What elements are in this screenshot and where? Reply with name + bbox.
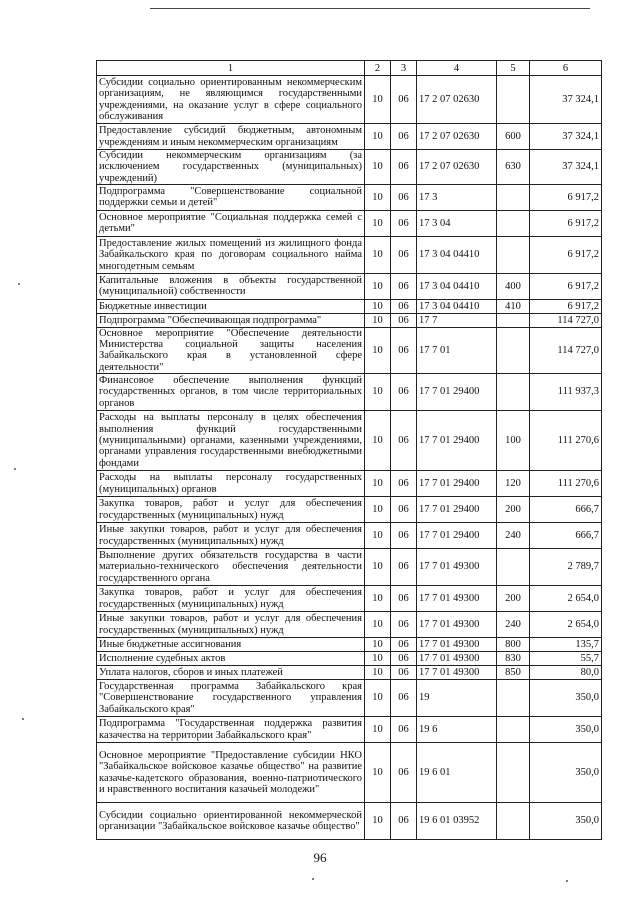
table-row: [97, 652, 602, 666]
amount: 2 789,7: [530, 549, 602, 586]
table-row: [97, 411, 602, 471]
expense-type-code: 240: [497, 612, 530, 638]
section-code: 10: [365, 210, 391, 236]
subsection-code: 06: [391, 210, 417, 236]
expense-type-code: [497, 680, 530, 717]
target-article-code: 17 7 01: [417, 327, 497, 373]
amount: 111 270,6: [530, 411, 602, 471]
amount: 80,0: [530, 666, 602, 680]
target-article-code: 17 7 01 29400: [417, 374, 497, 411]
section-code: 10: [365, 236, 391, 273]
amount: 350,0: [530, 680, 602, 717]
expense-type-code: [497, 717, 530, 743]
expense-type-code: [497, 184, 530, 210]
section-code: 10: [365, 150, 391, 185]
target-article-code: 19 6: [417, 717, 497, 743]
subsection-code: 06: [391, 666, 417, 680]
subsection-code: 06: [391, 236, 417, 273]
column-header: 1: [97, 61, 365, 76]
expense-type-code: 400: [497, 273, 530, 299]
amount: 2 654,0: [530, 586, 602, 612]
expense-type-code: 410: [497, 299, 530, 313]
subsection-code: 06: [391, 184, 417, 210]
table-row: [97, 124, 602, 150]
table-row: [97, 497, 602, 523]
amount: 6 917,2: [530, 184, 602, 210]
column-header: 4: [417, 61, 497, 76]
amount: 6 917,2: [530, 299, 602, 313]
subsection-code: 06: [391, 374, 417, 411]
scan-speck: [18, 283, 20, 285]
subsection-code: 06: [391, 612, 417, 638]
table-row: [97, 184, 602, 210]
section-code: 10: [365, 549, 391, 586]
row-name: Субсидии социально ориентированным некоммерческим организациям, не являющимся государственными учреждениями, на оказание услуг в сфере социального обслуживания: [97, 76, 365, 124]
table-header-row: [97, 61, 602, 76]
row-name: Иные закупки товаров, работ и услуг для обеспечения государственных (муниципальных) нужд: [97, 612, 365, 638]
target-article-code: 17 7: [417, 313, 497, 327]
section-code: 10: [365, 313, 391, 327]
section-code: 10: [365, 743, 391, 803]
table-row: [97, 666, 602, 680]
section-code: 10: [365, 76, 391, 124]
row-name: Финансовое обеспечение выполнения функций государственных органов, в том числе территориальных органов: [97, 374, 365, 411]
table-row: [97, 586, 602, 612]
table-row: [97, 273, 602, 299]
subsection-code: 06: [391, 273, 417, 299]
section-code: 10: [365, 612, 391, 638]
row-name: Предоставление субсидий бюджетным, автономным учреждениям и иным некоммерческим организациям: [97, 124, 365, 150]
table-row: [97, 471, 602, 497]
row-name: Расходы на выплаты персоналу в целях обеспечения выполнения функций государственными (муниципальными) органами, казенными учреждениями, органами управления государственными внебюджетными фондами: [97, 411, 365, 471]
row-name: Подпрограмма "Обеспечивающая подпрограмма": [97, 313, 365, 327]
scan-speck: [566, 880, 568, 882]
section-code: 10: [365, 124, 391, 150]
expense-type-code: [497, 803, 530, 840]
subsection-code: 06: [391, 523, 417, 549]
section-code: 10: [365, 717, 391, 743]
row-name: Капитальные вложения в объекты государственной (муниципальной) собственности: [97, 273, 365, 299]
subsection-code: 06: [391, 652, 417, 666]
section-code: 10: [365, 666, 391, 680]
expense-type-code: 630: [497, 150, 530, 185]
subsection-code: 06: [391, 76, 417, 124]
row-name: Расходы на выплаты персоналу государственных (муниципальных) органов: [97, 471, 365, 497]
expense-type-code: 120: [497, 471, 530, 497]
column-header: 3: [391, 61, 417, 76]
row-name: Исполнение судебных актов: [97, 652, 365, 666]
section-code: 10: [365, 586, 391, 612]
section-code: 10: [365, 184, 391, 210]
amount: 350,0: [530, 717, 602, 743]
table-row: [97, 313, 602, 327]
table-row: [97, 549, 602, 586]
table-row: [97, 327, 602, 373]
subsection-code: 06: [391, 743, 417, 803]
subsection-code: 06: [391, 150, 417, 185]
amount: 111 937,3: [530, 374, 602, 411]
section-code: 10: [365, 497, 391, 523]
subsection-code: 06: [391, 471, 417, 497]
expense-type-code: [497, 76, 530, 124]
target-article-code: 17 7 01 29400: [417, 497, 497, 523]
top-edge-rule: [150, 8, 590, 9]
target-article-code: 17 7 01 49300: [417, 586, 497, 612]
amount: 114 727,0: [530, 313, 602, 327]
expense-type-code: 100: [497, 411, 530, 471]
table-row: [97, 76, 602, 124]
section-code: 10: [365, 680, 391, 717]
target-article-code: 19 6 01: [417, 743, 497, 803]
target-article-code: 17 7 01 29400: [417, 411, 497, 471]
target-article-code: 17 7 01 49300: [417, 666, 497, 680]
target-article-code: 17 3 04 04410: [417, 236, 497, 273]
amount: 2 654,0: [530, 612, 602, 638]
amount: 37 324,1: [530, 76, 602, 124]
subsection-code: 06: [391, 549, 417, 586]
table-row: [97, 236, 602, 273]
amount: 6 917,2: [530, 236, 602, 273]
target-article-code: 17 7 01 49300: [417, 612, 497, 638]
table-row: [97, 638, 602, 652]
table-row: [97, 612, 602, 638]
section-code: 10: [365, 299, 391, 313]
row-name: Основное мероприятие "Предоставление субсидии НКО "Забайкальское войсковое казачье общество" на развитие казачье-кадетского образования, военно-патриотического и нравственного воспитания казачьей молодежи": [97, 743, 365, 803]
section-code: 10: [365, 411, 391, 471]
table-row: [97, 150, 602, 185]
table-row: [97, 523, 602, 549]
target-article-code: 17 7 01 29400: [417, 471, 497, 497]
target-article-code: 17 2 07 02630: [417, 124, 497, 150]
subsection-code: 06: [391, 124, 417, 150]
row-name: Основное мероприятие "Обеспечение деятельности Министерства социальной защиты населения Забайкальского края в установленной сфере деятельности": [97, 327, 365, 373]
expense-type-code: [497, 236, 530, 273]
target-article-code: 17 2 07 02630: [417, 150, 497, 185]
section-code: 10: [365, 273, 391, 299]
column-header: 5: [497, 61, 530, 76]
section-code: 10: [365, 327, 391, 373]
target-article-code: 17 2 07 02630: [417, 76, 497, 124]
column-header: 2: [365, 61, 391, 76]
row-name: Подпрограмма "Совершенствование социальной поддержки семьи и детей": [97, 184, 365, 210]
row-name: Уплата налогов, сборов и иных платежей: [97, 666, 365, 680]
amount: 114 727,0: [530, 327, 602, 373]
amount: 6 917,2: [530, 273, 602, 299]
expense-type-code: [497, 327, 530, 373]
row-name: Закупка товаров, работ и услуг для обеспечения государственных (муниципальных) нужд: [97, 586, 365, 612]
page-number: 96: [313, 850, 327, 865]
section-code: 10: [365, 374, 391, 411]
amount: 350,0: [530, 743, 602, 803]
subsection-code: 06: [391, 680, 417, 717]
row-name: Предоставление жилых помещений из жилищного фонда Забайкальского края по договорам социального найма многодетным семьям: [97, 236, 365, 273]
column-header: 6: [530, 61, 602, 76]
amount: 55,7: [530, 652, 602, 666]
amount: 37 324,1: [530, 150, 602, 185]
row-name: Субсидии социально ориентированной некоммерческой организации "Забайкальское войсковое казачье общество": [97, 803, 365, 840]
table-row: [97, 299, 602, 313]
subsection-code: 06: [391, 299, 417, 313]
row-name: Иные бюджетные ассигнования: [97, 638, 365, 652]
expense-type-code: 600: [497, 124, 530, 150]
row-name: Выполнение других обязательств государства в части материально-технического обеспечения деятельности государственного органа: [97, 549, 365, 586]
subsection-code: 06: [391, 717, 417, 743]
section-code: 10: [365, 803, 391, 840]
expense-type-code: [497, 374, 530, 411]
target-article-code: 17 7 01 49300: [417, 652, 497, 666]
section-code: 10: [365, 471, 391, 497]
row-name: Основное мероприятие "Социальная поддержка семей с детьми": [97, 210, 365, 236]
row-name: Закупка товаров, работ и услуг для обеспечения государственных (муниципальных) нужд: [97, 497, 365, 523]
amount: 37 324,1: [530, 124, 602, 150]
expense-type-code: 850: [497, 666, 530, 680]
section-code: 10: [365, 523, 391, 549]
subsection-code: 06: [391, 638, 417, 652]
target-article-code: 17 3: [417, 184, 497, 210]
amount: 111 270,6: [530, 471, 602, 497]
expense-type-code: [497, 313, 530, 327]
table-row: [97, 717, 602, 743]
expense-type-code: 200: [497, 586, 530, 612]
table-row: [97, 374, 602, 411]
expense-type-code: 830: [497, 652, 530, 666]
row-name: Бюджетные инвестиции: [97, 299, 365, 313]
target-article-code: 17 7 01 49300: [417, 638, 497, 652]
budget-table: [96, 60, 602, 840]
row-name: Субсидии некоммерческим организациям (за исключением государственных (муниципальных) учреждений): [97, 150, 365, 185]
scan-speck: [14, 468, 16, 470]
table-row: [97, 680, 602, 717]
table-body: [97, 76, 602, 840]
target-article-code: 17 3 04 04410: [417, 273, 497, 299]
target-article-code: 19: [417, 680, 497, 717]
subsection-code: 06: [391, 327, 417, 373]
amount: 350,0: [530, 803, 602, 840]
subsection-code: 06: [391, 497, 417, 523]
expense-type-code: 240: [497, 523, 530, 549]
subsection-code: 06: [391, 586, 417, 612]
expense-type-code: [497, 743, 530, 803]
expense-type-code: [497, 549, 530, 586]
scan-speck: [312, 878, 314, 880]
expense-type-code: [497, 210, 530, 236]
expense-type-code: 200: [497, 497, 530, 523]
amount: 6 917,2: [530, 210, 602, 236]
target-article-code: 19 6 01 03952: [417, 803, 497, 840]
target-article-code: 17 7 01 29400: [417, 523, 497, 549]
section-code: 10: [365, 652, 391, 666]
amount: 666,7: [530, 497, 602, 523]
table-row: [97, 210, 602, 236]
row-name: Государственная программа Забайкальского края "Совершенствование государственного управления Забайкальского края": [97, 680, 365, 717]
table-row: [97, 743, 602, 803]
amount: 666,7: [530, 523, 602, 549]
subsection-code: 06: [391, 803, 417, 840]
amount: 135,7: [530, 638, 602, 652]
row-name: Иные закупки товаров, работ и услуг для обеспечения государственных (муниципальных) нужд: [97, 523, 365, 549]
target-article-code: 17 3 04 04410: [417, 299, 497, 313]
expense-type-code: 800: [497, 638, 530, 652]
target-article-code: 17 7 01 49300: [417, 549, 497, 586]
table-row: [97, 803, 602, 840]
subsection-code: 06: [391, 313, 417, 327]
section-code: 10: [365, 638, 391, 652]
scan-speck: [22, 718, 24, 720]
subsection-code: 06: [391, 411, 417, 471]
row-name: Подпрограмма "Государственная поддержка развития казачества на территории Забайкальского края": [97, 717, 365, 743]
target-article-code: 17 3 04: [417, 210, 497, 236]
